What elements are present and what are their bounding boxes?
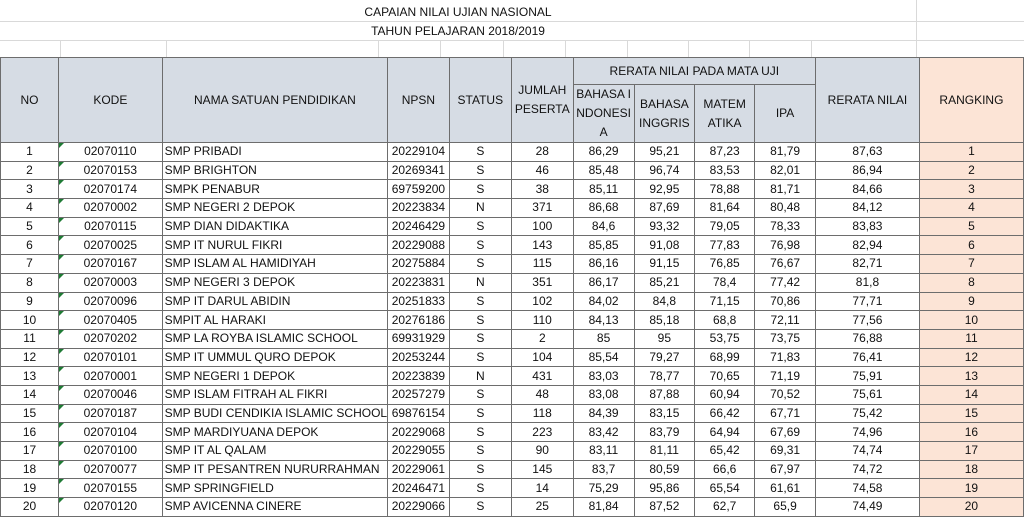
- cell-rerata-nilai[interactable]: 82,94: [816, 236, 920, 255]
- cell-jumlah[interactable]: 118: [511, 404, 573, 423]
- cell-ipa[interactable]: 73,75: [755, 329, 816, 348]
- cell-ipa[interactable]: 72,11: [755, 311, 816, 330]
- header-rerata-nilai[interactable]: RERATA NILAI: [816, 58, 920, 143]
- cell-npsn[interactable]: 20269341: [388, 161, 450, 180]
- cell-status[interactable]: S: [449, 442, 511, 461]
- cell-rangking[interactable]: 5: [919, 217, 1023, 236]
- cell-npsn[interactable]: 69931929: [388, 329, 450, 348]
- cell-no[interactable]: 10: [1, 311, 59, 330]
- cell-nama[interactable]: SMP NEGERI 2 DEPOK: [162, 199, 388, 218]
- cell-bahasa-indonesia[interactable]: 83,7: [573, 460, 634, 479]
- cell-jumlah[interactable]: 431: [511, 367, 573, 386]
- cell-rerata-nilai[interactable]: 82,71: [816, 255, 920, 274]
- cell-jumlah[interactable]: 38: [511, 180, 573, 199]
- cell-npsn[interactable]: 20229068: [388, 423, 450, 442]
- cell-bahasa-inggris[interactable]: 95,86: [634, 479, 695, 498]
- cell-ipa[interactable]: 77,42: [755, 273, 816, 292]
- cell-rerata-nilai[interactable]: 75,91: [816, 367, 920, 386]
- cell-jumlah[interactable]: 143: [511, 236, 573, 255]
- cell-bahasa-indonesia[interactable]: 75,29: [573, 479, 634, 498]
- table-row: [1, 273, 1024, 292]
- cell-rangking[interactable]: 6: [919, 236, 1023, 255]
- cell-bahasa-indonesia[interactable]: 84,6: [573, 217, 634, 236]
- table-row: [1, 311, 1024, 330]
- cell-status[interactable]: S: [449, 423, 511, 442]
- cell-bahasa-inggris[interactable]: 92,95: [634, 180, 695, 199]
- cell-npsn[interactable]: 20246471: [388, 479, 450, 498]
- cell-bahasa-indonesia[interactable]: 85,48: [573, 161, 634, 180]
- cell-nama[interactable]: SMPK PENABUR: [162, 180, 388, 199]
- cell-no[interactable]: 20: [1, 498, 59, 517]
- cell-kode[interactable]: 02070187: [59, 404, 163, 423]
- cell-nama[interactable]: SMP AVICENNA CINERE: [162, 498, 388, 517]
- cell-bahasa-inggris[interactable]: 79,27: [634, 348, 695, 367]
- cell-matematika[interactable]: 65,54: [695, 479, 755, 498]
- header-jumlah-peserta[interactable]: JUMLAH PESERTA: [511, 58, 573, 143]
- cell-status[interactable]: S: [449, 180, 511, 199]
- cell-rangking[interactable]: 12: [919, 348, 1023, 367]
- cell-kode[interactable]: 02070100: [59, 442, 163, 461]
- cell-no[interactable]: 14: [1, 385, 59, 404]
- cell-kode[interactable]: 02070104: [59, 423, 163, 442]
- cell-matematika[interactable]: 53,75: [695, 329, 755, 348]
- cell-ipa[interactable]: 71,83: [755, 348, 816, 367]
- cell-ipa[interactable]: 71,19: [755, 367, 816, 386]
- cell-status[interactable]: S: [449, 161, 511, 180]
- cell-bahasa-indonesia[interactable]: 83,08: [573, 385, 634, 404]
- cell-ipa[interactable]: 81,71: [755, 180, 816, 199]
- cell-status[interactable]: S: [449, 143, 511, 162]
- cell-nama[interactable]: SMP IT DARUL ABIDIN: [162, 292, 388, 311]
- cell-rerata-nilai[interactable]: 74,74: [816, 442, 920, 461]
- cell-no[interactable]: 17: [1, 442, 59, 461]
- cell-nama[interactable]: SMP IT AL QALAM: [162, 442, 388, 461]
- cell-bahasa-indonesia[interactable]: 84,02: [573, 292, 634, 311]
- cell-matematika[interactable]: 83,53: [695, 161, 755, 180]
- header-bahasa-indonesia[interactable]: BAHASA INDONESIA: [573, 85, 634, 143]
- cell-bahasa-indonesia[interactable]: 86,17: [573, 273, 634, 292]
- table-row: [1, 292, 1024, 311]
- table-row: [1, 423, 1024, 442]
- cell-kode[interactable]: 02070025: [59, 236, 163, 255]
- header-kode[interactable]: KODE: [59, 58, 163, 143]
- cell-npsn[interactable]: 20229088: [388, 236, 450, 255]
- cell-status[interactable]: S: [449, 460, 511, 479]
- cell-npsn[interactable]: 20229066: [388, 498, 450, 517]
- cell-rangking[interactable]: 7: [919, 255, 1023, 274]
- cell-bahasa-indonesia[interactable]: 85,85: [573, 236, 634, 255]
- cell-rangking[interactable]: 1: [919, 143, 1023, 162]
- cell-kode[interactable]: 02070110: [59, 143, 163, 162]
- cell-rangking[interactable]: 9: [919, 292, 1023, 311]
- cell-bahasa-inggris[interactable]: 83,15: [634, 404, 695, 423]
- cell-jumlah[interactable]: 2: [511, 329, 573, 348]
- cell-jumlah[interactable]: 110: [511, 311, 573, 330]
- cell-jumlah[interactable]: 25: [511, 498, 573, 517]
- cell-jumlah[interactable]: 46: [511, 161, 573, 180]
- cell-nama[interactable]: SMP SPRINGFIELD: [162, 479, 388, 498]
- results-table: [0, 57, 1024, 517]
- cell-rangking[interactable]: 3: [919, 180, 1023, 199]
- table-row: [1, 479, 1024, 498]
- cell-bahasa-indonesia[interactable]: 83,11: [573, 442, 634, 461]
- cell-status[interactable]: N: [449, 199, 511, 218]
- cell-ipa[interactable]: 69,31: [755, 442, 816, 461]
- cell-bahasa-inggris[interactable]: 85,18: [634, 311, 695, 330]
- sheet-title: CAPAIAN NILAI UJIAN NASIONAL: [364, 5, 552, 19]
- cell-matematika[interactable]: 62,7: [695, 498, 755, 517]
- cell-jumlah[interactable]: 371: [511, 199, 573, 218]
- cell-rangking[interactable]: 19: [919, 479, 1023, 498]
- cell-nama[interactable]: SMP MARDIYUANA DEPOK: [162, 423, 388, 442]
- cell-status[interactable]: N: [449, 273, 511, 292]
- cell-no[interactable]: 15: [1, 404, 59, 423]
- cell-npsn[interactable]: 69876154: [388, 404, 450, 423]
- cell-bahasa-inggris[interactable]: 91,08: [634, 236, 695, 255]
- table-row: [1, 329, 1024, 348]
- header-rerata-mata-uji[interactable]: RERATA NILAI PADA MATA UJI: [573, 58, 815, 85]
- cell-rerata-nilai[interactable]: 84,12: [816, 199, 920, 218]
- cell-rerata-nilai[interactable]: 86,94: [816, 161, 920, 180]
- cell-ipa[interactable]: 76,98: [755, 236, 816, 255]
- cell-rerata-nilai[interactable]: 81,8: [816, 273, 920, 292]
- table-row: [1, 460, 1024, 479]
- cell-jumlah[interactable]: 100: [511, 217, 573, 236]
- table-row: [1, 348, 1024, 367]
- cell-rerata-nilai[interactable]: 74,49: [816, 498, 920, 517]
- cell-no[interactable]: 13: [1, 367, 59, 386]
- cell-bahasa-indonesia[interactable]: 86,29: [573, 143, 634, 162]
- cell-nama[interactable]: SMP IT NURUL FIKRI: [162, 236, 388, 255]
- cell-no[interactable]: 8: [1, 273, 59, 292]
- cell-npsn[interactable]: 20276186: [388, 311, 450, 330]
- cell-rerata-nilai[interactable]: 84,66: [816, 180, 920, 199]
- cell-status[interactable]: S: [449, 236, 511, 255]
- cell-bahasa-indonesia[interactable]: 83,03: [573, 367, 634, 386]
- cell-jumlah[interactable]: 48: [511, 385, 573, 404]
- cell-bahasa-inggris[interactable]: 80,59: [634, 460, 695, 479]
- header-bahasa-inggris[interactable]: BAHASA INGGRIS: [634, 85, 695, 143]
- cell-bahasa-indonesia[interactable]: 86,68: [573, 199, 634, 218]
- table-row: [1, 367, 1024, 386]
- cell-bahasa-inggris[interactable]: 93,32: [634, 217, 695, 236]
- cell-kode[interactable]: 02070077: [59, 460, 163, 479]
- cell-rerata-nilai[interactable]: 75,42: [816, 404, 920, 423]
- cell-rangking[interactable]: 17: [919, 442, 1023, 461]
- cell-kode[interactable]: 02070002: [59, 199, 163, 218]
- cell-nama[interactable]: SMP IT PESANTREN NURURRAHMAN: [162, 460, 388, 479]
- cell-rerata-nilai[interactable]: 76,88: [816, 329, 920, 348]
- table-row: [1, 255, 1024, 274]
- header-ipa[interactable]: IPA: [755, 85, 816, 143]
- cell-matematika[interactable]: 66,42: [695, 404, 755, 423]
- cell-rerata-nilai[interactable]: 77,71: [816, 292, 920, 311]
- cell-kode[interactable]: 02070046: [59, 385, 163, 404]
- table-row: [1, 236, 1024, 255]
- cell-rangking[interactable]: 15: [919, 404, 1023, 423]
- cell-rerata-nilai[interactable]: 87,63: [816, 143, 920, 162]
- cell-nama[interactable]: SMP NEGERI 3 DEPOK: [162, 273, 388, 292]
- cell-rangking[interactable]: 8: [919, 273, 1023, 292]
- cell-rerata-nilai[interactable]: 83,83: [816, 217, 920, 236]
- cell-nama[interactable]: SMP PRIBADI: [162, 143, 388, 162]
- cell-ipa[interactable]: 70,52: [755, 385, 816, 404]
- cell-kode[interactable]: 02070101: [59, 348, 163, 367]
- cell-npsn[interactable]: 20223834: [388, 199, 450, 218]
- cell-kode[interactable]: 02070405: [59, 311, 163, 330]
- cell-kode[interactable]: 02070096: [59, 292, 163, 311]
- cell-bahasa-inggris[interactable]: 83,79: [634, 423, 695, 442]
- cell-jumlah[interactable]: 145: [511, 460, 573, 479]
- cell-no[interactable]: 2: [1, 161, 59, 180]
- cell-npsn[interactable]: 20229104: [388, 143, 450, 162]
- cell-jumlah[interactable]: 28: [511, 143, 573, 162]
- cell-kode[interactable]: 02070001: [59, 367, 163, 386]
- cell-bahasa-inggris[interactable]: 87,88: [634, 385, 695, 404]
- cell-ipa[interactable]: 81,79: [755, 143, 816, 162]
- cell-npsn[interactable]: 20246429: [388, 217, 450, 236]
- cell-kode[interactable]: 02070174: [59, 180, 163, 199]
- cell-jumlah[interactable]: 115: [511, 255, 573, 274]
- cell-no[interactable]: 18: [1, 460, 59, 479]
- cell-no[interactable]: 6: [1, 236, 59, 255]
- cell-ipa[interactable]: 82,01: [755, 161, 816, 180]
- cell-jumlah[interactable]: 102: [511, 292, 573, 311]
- cell-rerata-nilai[interactable]: 76,41: [816, 348, 920, 367]
- cell-bahasa-inggris[interactable]: 78,77: [634, 367, 695, 386]
- header-rangking[interactable]: RANGKING: [919, 58, 1023, 143]
- cell-bahasa-indonesia[interactable]: 84,13: [573, 311, 634, 330]
- cell-ipa[interactable]: 61,61: [755, 479, 816, 498]
- cell-no[interactable]: 12: [1, 348, 59, 367]
- cell-nama[interactable]: SMP NEGERI 1 DEPOK: [162, 367, 388, 386]
- cell-rerata-nilai[interactable]: 74,96: [816, 423, 920, 442]
- cell-status[interactable]: S: [449, 255, 511, 274]
- cell-npsn[interactable]: 20223831: [388, 273, 450, 292]
- table-row: [1, 217, 1024, 236]
- cell-bahasa-inggris[interactable]: 81,11: [634, 442, 695, 461]
- cell-rangking[interactable]: 10: [919, 311, 1023, 330]
- table-row: [1, 442, 1024, 461]
- cell-kode[interactable]: 02070153: [59, 161, 163, 180]
- cell-ipa[interactable]: 80,48: [755, 199, 816, 218]
- cell-jumlah[interactable]: 351: [511, 273, 573, 292]
- cell-matematika[interactable]: 68,8: [695, 311, 755, 330]
- cell-rangking[interactable]: 20: [919, 498, 1023, 517]
- cell-matematika[interactable]: 64,94: [695, 423, 755, 442]
- cell-kode[interactable]: 02070167: [59, 255, 163, 274]
- table-row: [1, 180, 1024, 199]
- cell-npsn[interactable]: 20229061: [388, 460, 450, 479]
- cell-ipa[interactable]: 76,67: [755, 255, 816, 274]
- table-row: [1, 404, 1024, 423]
- cell-nama[interactable]: SMP BUDI CENDIKIA ISLAMIC SCHOOL: [162, 404, 388, 423]
- cell-rerata-nilai[interactable]: 74,58: [816, 479, 920, 498]
- header-status[interactable]: STATUS: [449, 58, 511, 143]
- cell-bahasa-inggris[interactable]: 95,21: [634, 143, 695, 162]
- cell-status[interactable]: S: [449, 292, 511, 311]
- header-nama[interactable]: NAMA SATUAN PENDIDIKAN: [162, 58, 388, 143]
- cell-matematika[interactable]: 71,15: [695, 292, 755, 311]
- cell-matematika[interactable]: 65,42: [695, 442, 755, 461]
- cell-bahasa-inggris[interactable]: 95: [634, 329, 695, 348]
- cell-bahasa-inggris[interactable]: 91,15: [634, 255, 695, 274]
- header-npsn[interactable]: NPSN: [388, 58, 450, 143]
- cell-matematika[interactable]: 78,88: [695, 180, 755, 199]
- cell-bahasa-inggris[interactable]: 87,52: [634, 498, 695, 517]
- cell-bahasa-indonesia[interactable]: 85: [573, 329, 634, 348]
- cell-kode[interactable]: 02070120: [59, 498, 163, 517]
- cell-ipa[interactable]: 78,33: [755, 217, 816, 236]
- cell-matematika[interactable]: 68,99: [695, 348, 755, 367]
- cell-matematika[interactable]: 87,23: [695, 143, 755, 162]
- cell-status[interactable]: S: [449, 404, 511, 423]
- cell-status[interactable]: S: [449, 498, 511, 517]
- cell-npsn[interactable]: 20229055: [388, 442, 450, 461]
- cell-kode[interactable]: 02070115: [59, 217, 163, 236]
- cell-rerata-nilai[interactable]: 75,61: [816, 385, 920, 404]
- table-row: [1, 498, 1024, 517]
- cell-bahasa-inggris[interactable]: 96,74: [634, 161, 695, 180]
- cell-no[interactable]: 4: [1, 199, 59, 218]
- cell-nama[interactable]: SMP IT UMMUL QURO DEPOK: [162, 348, 388, 367]
- cell-jumlah[interactable]: 104: [511, 348, 573, 367]
- table-row: [1, 143, 1024, 162]
- sheet-subtitle: TAHUN PELAJARAN 2018/2019: [371, 24, 545, 38]
- cell-bahasa-indonesia[interactable]: 85,54: [573, 348, 634, 367]
- cell-kode[interactable]: 02070202: [59, 329, 163, 348]
- cell-jumlah[interactable]: 223: [511, 423, 573, 442]
- cell-bahasa-indonesia[interactable]: 85,11: [573, 180, 634, 199]
- cell-status[interactable]: S: [449, 329, 511, 348]
- cell-matematika[interactable]: 77,83: [695, 236, 755, 255]
- cell-nama[interactable]: SMP BRIGHTON: [162, 161, 388, 180]
- cell-npsn[interactable]: 20257279: [388, 385, 450, 404]
- cell-rangking[interactable]: 11: [919, 329, 1023, 348]
- cell-nama[interactable]: SMPIT AL HARAKI: [162, 311, 388, 330]
- table-row: [1, 199, 1024, 218]
- cell-npsn[interactable]: 20275884: [388, 255, 450, 274]
- cell-rangking[interactable]: 18: [919, 460, 1023, 479]
- header-matematika[interactable]: MATEMATIKA: [695, 85, 755, 143]
- cell-rerata-nilai[interactable]: 74,72: [816, 460, 920, 479]
- cell-ipa[interactable]: 65,9: [755, 498, 816, 517]
- cell-jumlah[interactable]: 90: [511, 442, 573, 461]
- cell-no[interactable]: 3: [1, 180, 59, 199]
- cell-matematika[interactable]: 76,85: [695, 255, 755, 274]
- cell-matematika[interactable]: 60,94: [695, 385, 755, 404]
- cell-status[interactable]: S: [449, 479, 511, 498]
- cell-status[interactable]: S: [449, 217, 511, 236]
- cell-status[interactable]: S: [449, 385, 511, 404]
- cell-bahasa-inggris[interactable]: 84,8: [634, 292, 695, 311]
- cell-npsn[interactable]: 69759200: [388, 180, 450, 199]
- cell-kode[interactable]: 02070003: [59, 273, 163, 292]
- cell-ipa[interactable]: 67,69: [755, 423, 816, 442]
- cell-bahasa-inggris[interactable]: 87,69: [634, 199, 695, 218]
- cell-bahasa-indonesia[interactable]: 84,39: [573, 404, 634, 423]
- cell-nama[interactable]: SMP ISLAM FITRAH AL FIKRI: [162, 385, 388, 404]
- header-no[interactable]: NO: [1, 58, 59, 143]
- cell-npsn[interactable]: 20223839: [388, 367, 450, 386]
- cell-rangking[interactable]: 2: [919, 161, 1023, 180]
- cell-nama[interactable]: SMP ISLAM AL HAMIDIYAH: [162, 255, 388, 274]
- cell-status[interactable]: S: [449, 348, 511, 367]
- cell-no[interactable]: 19: [1, 479, 59, 498]
- cell-no[interactable]: 1: [1, 143, 59, 162]
- cell-no[interactable]: 16: [1, 423, 59, 442]
- cell-kode[interactable]: 02070155: [59, 479, 163, 498]
- cell-ipa[interactable]: 67,71: [755, 404, 816, 423]
- table-row: [1, 385, 1024, 404]
- cell-rangking[interactable]: 16: [919, 423, 1023, 442]
- cell-rangking[interactable]: 4: [919, 199, 1023, 218]
- cell-ipa[interactable]: 67,97: [755, 460, 816, 479]
- cell-matematika[interactable]: 81,64: [695, 199, 755, 218]
- cell-no[interactable]: 5: [1, 217, 59, 236]
- cell-jumlah[interactable]: 14: [511, 479, 573, 498]
- cell-bahasa-inggris[interactable]: 85,21: [634, 273, 695, 292]
- cell-npsn[interactable]: 20253244: [388, 348, 450, 367]
- cell-matematika[interactable]: 78,4: [695, 273, 755, 292]
- cell-bahasa-indonesia[interactable]: 86,16: [573, 255, 634, 274]
- cell-npsn[interactable]: 20251833: [388, 292, 450, 311]
- cell-no[interactable]: 7: [1, 255, 59, 274]
- cell-rerata-nilai[interactable]: 77,56: [816, 311, 920, 330]
- cell-status[interactable]: S: [449, 311, 511, 330]
- cell-nama[interactable]: SMP DIAN DIDAKTIKA: [162, 217, 388, 236]
- cell-bahasa-indonesia[interactable]: 83,42: [573, 423, 634, 442]
- cell-matematika[interactable]: 79,05: [695, 217, 755, 236]
- cell-status[interactable]: N: [449, 367, 511, 386]
- cell-no[interactable]: 9: [1, 292, 59, 311]
- cell-no[interactable]: 11: [1, 329, 59, 348]
- cell-rangking[interactable]: 14: [919, 385, 1023, 404]
- cell-ipa[interactable]: 70,86: [755, 292, 816, 311]
- cell-matematika[interactable]: 66,6: [695, 460, 755, 479]
- cell-bahasa-indonesia[interactable]: 81,84: [573, 498, 634, 517]
- cell-rangking[interactable]: 13: [919, 367, 1023, 386]
- table-row: [1, 161, 1024, 180]
- cell-nama[interactable]: SMP LA ROYBA ISLAMIC SCHOOL: [162, 329, 388, 348]
- cell-matematika[interactable]: 70,65: [695, 367, 755, 386]
